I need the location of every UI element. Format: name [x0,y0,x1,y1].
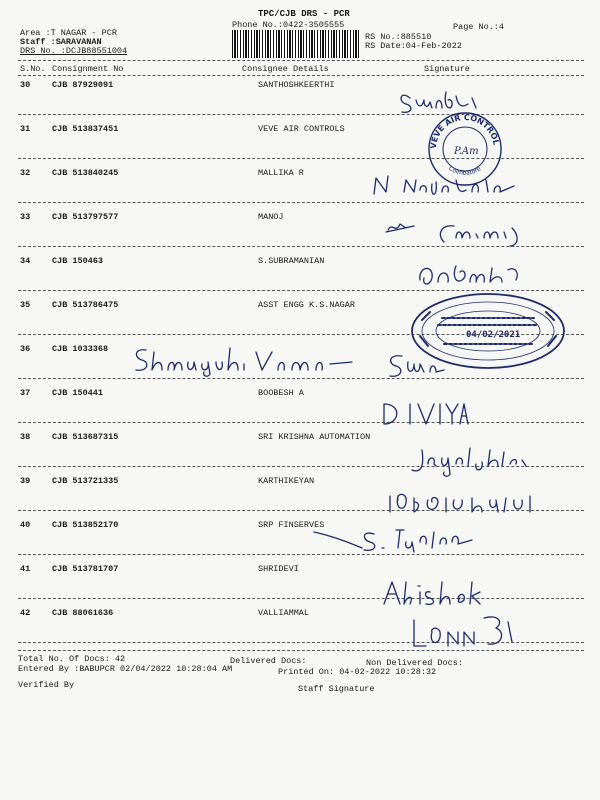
row-consignment: CJB 513687315 [52,432,119,442]
row-consignment: CJB 150441 [52,388,104,398]
col-header-consignment: Consignment No [52,64,124,74]
row-consignee: MANOJ [258,212,284,222]
page-number: Page No.:4 [453,22,505,32]
non-delivered-docs: Non Delivered Docs: [366,658,463,668]
drs-number: DRS No. :DCJB88551004 [20,46,128,56]
row-sno: 37 [20,388,31,398]
divider [18,598,584,599]
signature-row-41 [380,578,484,608]
signature-row-34 [416,260,524,290]
signature-row-39 [384,488,544,520]
row-consignment: CJB 513840245 [52,168,119,178]
verified-by: Verified By [18,680,75,690]
col-header-signature: Signature [424,64,470,74]
row-consignment: CJB 513781707 [52,564,119,574]
row-sno: 34 [20,256,31,266]
row-sno: 35 [20,300,31,310]
row-consignment: CJB 513852170 [52,520,119,530]
svg-text:VEVE AIR CONTROL [429,113,501,149]
row-consignment: CJB 87929091 [52,80,114,90]
row-sno: 32 [20,168,31,178]
table-row [0,564,600,608]
staff-label: Staff :SARAVANAN [20,37,102,47]
barcode [232,30,360,58]
row-sno: 31 [20,124,31,134]
row-consignee: ASST ENGG K.S.NAGAR [258,300,355,310]
total-docs: Total No. Of Docs: 42 [18,654,126,664]
stamp-bottom-text: Coimbatore [447,164,483,177]
row-consignment: CJB 513721335 [52,476,119,486]
signature-row-38 [408,444,540,478]
signature-row-33 [384,212,528,252]
staff-signature: Staff Signature [298,684,375,694]
row-sno: 33 [20,212,31,222]
table-row [0,388,600,432]
signature-row-37 [378,398,462,428]
row-sno: 40 [20,520,31,530]
table-row [0,124,600,168]
divider [18,75,584,76]
col-header-sno: S.No. [20,64,46,74]
stamp-initials: P.Am [454,146,479,157]
divider [18,554,584,555]
table-row [0,80,600,124]
row-consignee: SRI KRISHNA AUTOMATION [258,432,371,442]
stamp-date: 04/02/2021 [466,330,521,340]
row-sno: 42 [20,608,31,618]
row-consignment: CJB 513786475 [52,300,119,310]
col-header-consignee: Consignee Details [242,64,329,74]
printed-on: Printed On: 04-02-2022 10:28:32 [278,667,437,677]
divider [18,60,584,61]
rs-number: RS No.:885510 [365,32,432,42]
row-sno: 41 [20,564,31,574]
divider [18,202,584,203]
divider [18,422,584,423]
row-consignee: VALLIAMMAL [258,608,310,618]
divider [18,378,584,379]
row-sno: 30 [20,80,31,90]
row-consignee: S.SUBRAMANIAN [258,256,325,266]
area-label: Area :T NAGAR - PCR [20,28,117,38]
document-title: TPC/CJB DRS - PCR [258,9,350,19]
row-sno: 36 [20,344,31,354]
row-consignee: KARTHIKEYAN [258,476,315,486]
signature-row-32 [368,172,520,196]
divider [18,650,584,651]
row-sno: 38 [20,432,31,442]
entered-by: Entered By :BABUPCR 02/04/2022 10:28:04 AM [18,664,233,674]
row-consignment: CJB 513837451 [52,124,119,134]
row-consignment: CJB 150463 [52,256,104,266]
row-consignment: CJB 513797577 [52,212,119,222]
signature-row-42 [408,612,520,652]
signature-row-36 [386,350,450,382]
row-consignee: SRP FINSERVES [258,520,325,530]
row-consignment: CJB 88061636 [52,608,114,618]
row-consignee: MALLIKA R [258,168,304,178]
rs-date: RS Date:04-Feb-2022 [365,41,462,51]
delivered-docs: Delivered Docs: [230,656,307,666]
phone-number: Phone No.:0422-3505555 [232,20,345,30]
row-consignment: CJB 1033368 [52,344,109,354]
table-row [0,520,600,564]
row-consignee: VEVE AIR CONTROLS [258,124,345,134]
row-sno: 39 [20,476,31,486]
row-consignee: SHRIDEVI [258,564,299,574]
signature-row-40 [312,524,482,552]
stamp-top-text: VEVE AIR CONTROL [428,112,501,150]
row-consignee: BOOBESH A [258,388,304,398]
row-consignee: SANTHOSHKEERTHI [258,80,335,90]
handwritten-name-row-36 [132,344,364,378]
